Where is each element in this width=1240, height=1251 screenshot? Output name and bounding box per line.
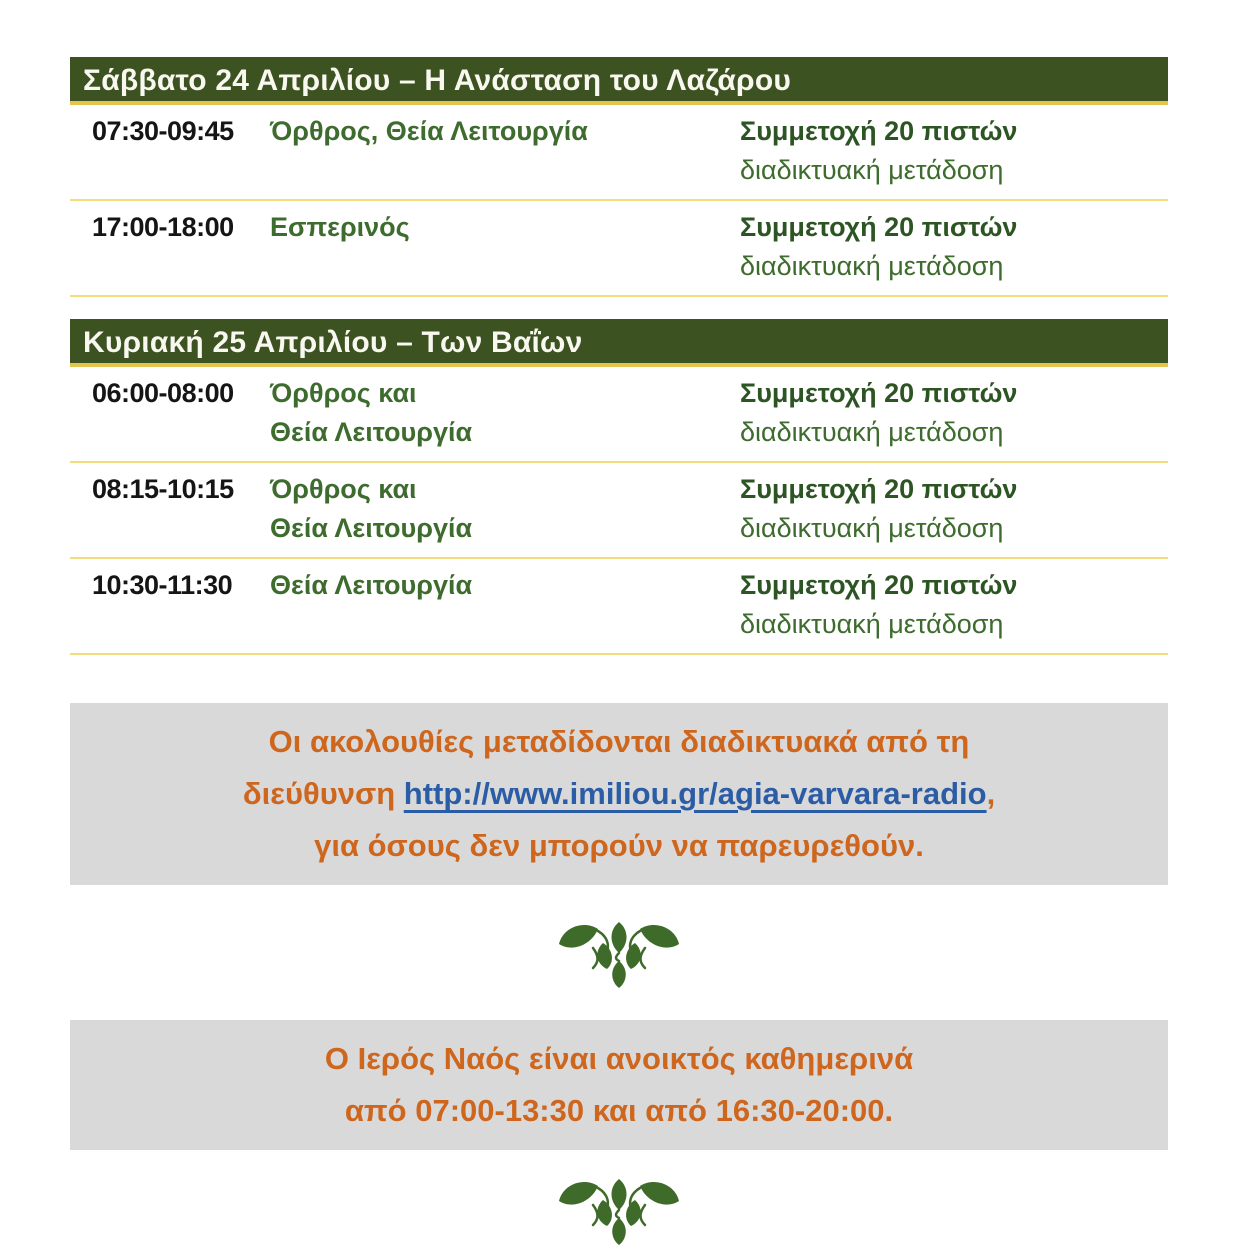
hours-notice-line1: Ο Ιερός Ναός είναι ανοικτός καθημερινά [324, 1041, 914, 1076]
row-note [740, 112, 1168, 190]
day-header-label: Κυριακή 25 Απριλίου – Των Βαΐων [83, 326, 583, 359]
schedule-row [70, 201, 1168, 297]
floral-ornament-icon [551, 917, 687, 989]
row-note [740, 208, 1168, 286]
flyer-content [70, 57, 1168, 1251]
broadcast-notice-box [70, 703, 1168, 885]
row-service: Θεία Λειτουργία [270, 570, 473, 600]
row-time: 08:15-10:15 [92, 474, 234, 504]
schedule-row [70, 559, 1168, 655]
row-note-regular: διαδικτυακή μετάδοση [740, 609, 1004, 639]
row-time: 07:30-09:45 [92, 116, 234, 146]
schedule-row [70, 105, 1168, 201]
row-note-regular: διαδικτυακή μετάδοση [740, 417, 1004, 447]
day-section [70, 319, 1168, 655]
day-header [70, 57, 1168, 105]
row-time: 06:00-08:00 [92, 378, 234, 408]
hours-notice-line2: από 07:00-13:30 και από 16:30-20:00. [344, 1093, 894, 1128]
broadcast-notice-line2-suffix: , [986, 776, 996, 811]
ornament-bottom [70, 1174, 1168, 1251]
broadcast-notice-line2-prefix: διεύθυνση [242, 776, 404, 811]
section-rows [70, 367, 1168, 655]
broadcast-notice-line3: για όσους δεν μπορούν να παρευρεθούν. [314, 828, 924, 863]
row-time: 10:30-11:30 [92, 570, 233, 600]
row-note-bold: Συμμετοχή 20 πιστών [740, 378, 1018, 408]
ornament-top [70, 917, 1168, 994]
day-header [70, 319, 1168, 367]
row-note-regular: διαδικτυακή μετάδοση [740, 513, 1004, 543]
row-note-regular: διαδικτυακή μετάδοση [740, 155, 1004, 185]
day-header-label: Σάββατο 24 Απριλίου – Η Ανάσταση του Λαζάρου [83, 64, 791, 97]
row-note [740, 566, 1168, 644]
row-note [740, 374, 1168, 452]
broadcast-notice-line2 [94, 768, 1144, 820]
broadcast-link[interactable]: http://www.imiliou.gr/agia-varvara-radio [403, 776, 987, 811]
row-note-bold: Συμμετοχή 20 πιστών [740, 474, 1018, 504]
schedule-row [70, 463, 1168, 559]
hours-notice-box [70, 1020, 1168, 1150]
row-time: 17:00-18:00 [92, 212, 234, 242]
row-service: Όρθρος και Θεία Λειτουργία [270, 474, 473, 543]
floral-ornament-icon [551, 1174, 687, 1246]
row-note-bold: Συμμετοχή 20 πιστών [740, 116, 1018, 146]
broadcast-notice-line1: Οι ακολουθίες μεταδίδονται διαδικτυακά από τη [268, 724, 970, 759]
row-note-bold: Συμμετοχή 20 πιστών [740, 212, 1018, 242]
row-service: Όρθρος και Θεία Λειτουργία [270, 378, 473, 447]
day-section [70, 57, 1168, 297]
row-service: Εσπερινός [270, 212, 410, 242]
schedule-row [70, 367, 1168, 463]
schedule-sections [70, 57, 1168, 655]
row-note [740, 470, 1168, 548]
section-rows [70, 105, 1168, 297]
row-note-bold: Συμμετοχή 20 πιστών [740, 570, 1018, 600]
row-service: Όρθρος, Θεία Λειτουργία [270, 116, 588, 146]
row-note-regular: διαδικτυακή μετάδοση [740, 251, 1004, 281]
